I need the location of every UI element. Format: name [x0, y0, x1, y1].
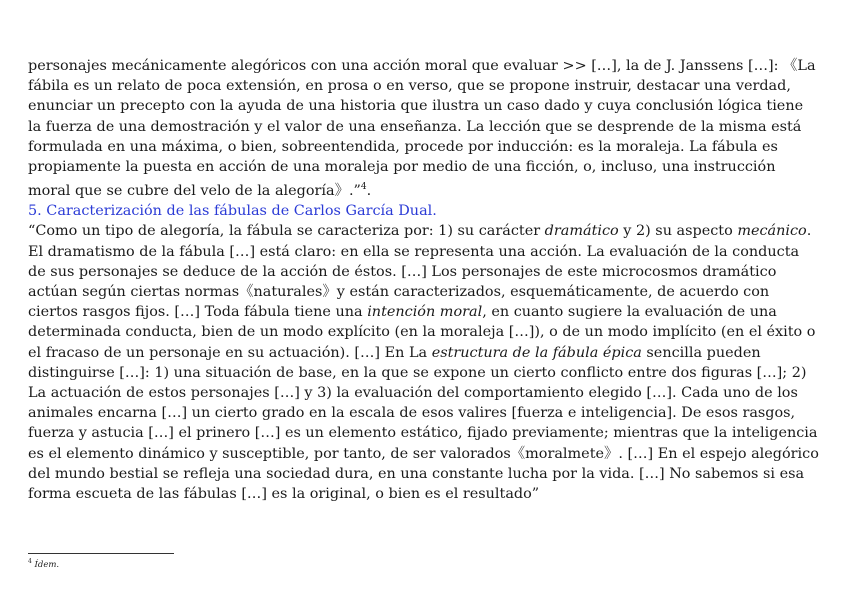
footnote: [28, 558, 59, 570]
footnote-number: 4: [28, 558, 32, 565]
footnote-ref[interactable]: 4: [360, 182, 367, 193]
page-body: [28, 56, 820, 504]
paragraph-quote-janssens: personajes mecánicamente alegóricos con una acción moral que evaluar >> […], la de J. Janssens […]: 《La fábila es un relato de poca extensión, en prosa o en verso, que se propone instruir, destacar una verdad, enunciar un precepto con la ayuda de una historia que ilustra un caso dado y cuya conclusión lógica tiene la fuerza de una demostración y el valor de una enseñanza. La lección que se desprende de la misma está formulada en una máxima, o bien, sobreentendida, procede por inducción: es la moraleja. La fábula es propiamente la puesta en acción de una moraleja por medio de una ficción, o, incluso, una instrucción moral que se cubre del velo de la alegoría》.”$^4$.: [28, 58, 816, 200]
footnote-divider: [28, 553, 174, 554]
footnote-text: Ídem.: [34, 559, 60, 570]
section-heading: 5. Caracterización de las fábulas de Carlos García Dual.: [28, 203, 437, 220]
paragraph-caracterizacion: “Como un tipo de alegoría, la fábula se caracteriza por: 1) su carácter dramático y 2) su aspecto mecánico. El dramatismo de la fábula […] está claro: en ella se representa una acción. La evaluación de la conducta de sus personajes se deduce de la acción de éstos. […] Los personajes de este microcosmos dramático actúan según ciertas normas《naturales》y están caracterizados, esquemáticamente, de acuerdo con ciertos rasgos fijos. […] Toda fábula tiene una intención moral, en cuanto sugiere la evaluación de una determinada conducta, bien de un modo explícito (en la moraleja […]), o de un modo implícito (en el éxito o el fracaso de un personaje en su actuación). […] En La estructura de la fábula épica sencilla pueden distinguirse […]: 1) una situación de base, en la que se expone un cierto conflicto entre dos figuras […]; 2) La actuación de estos personajes […] y 3) la evaluación del comportamiento elegido […]. Cada uno de los animales encarna […] un cierto grado en la escala de esos valires [fuerza e inteligencia]. De esos rasgos, fuerza y astucia […] el prinero […] es un elemento estático, fijado previamente; mientras que la inteligencia es el elemento dinámico y susceptible, por tanto, de ser valorados《moralmete》. […] En el espejo alegórico del mundo bestial se refleja una sociedad dura, en una constante lucha por la vida. […] No sabemos si esa forma escueta de las fábulas […] es la original, o bien es el resultado”: [28, 223, 819, 503]
